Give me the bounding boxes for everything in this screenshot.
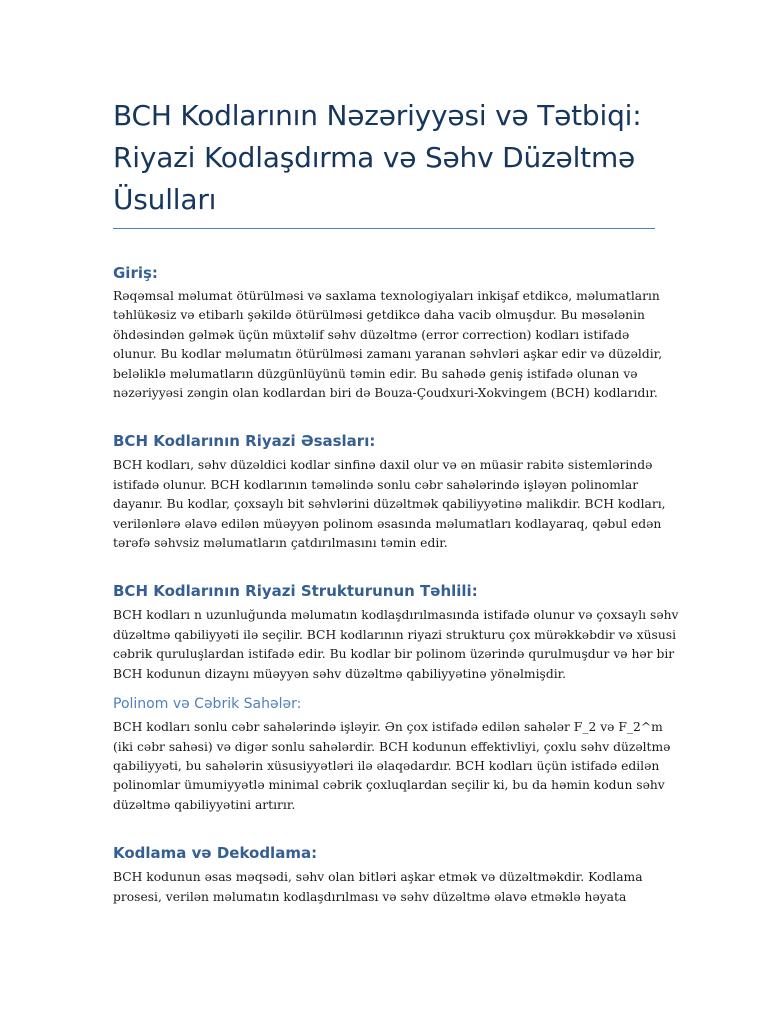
text-line: dayanır. Bu kodlar, çoxsaylı bit səhvlərini düzəltmək qabiliyyətinə malikdir. BCH kodları, xyxy=(113,497,666,512)
text-line: BCH kodları n uzunluğunda məlumatın kodlaşdırılmasında istifadə olunur və çoxsaylı səhv xyxy=(113,608,679,623)
coding-paragraph xyxy=(113,868,655,907)
text-line: Rəqəmsal məlumat ötürülməsi və saxlama texnologiyaları inkişaf etdikcə, məlumatların xyxy=(113,289,660,303)
text-line: təhlükəsiz və etibarlı şəkildə ötürülməsi getdikcə daha vacib olmuşdur. Bu məsələnin xyxy=(113,308,645,323)
title-line: Üsulları xyxy=(113,183,217,216)
text-line: beləliklə məlumatların düzgünlüyünü təmin edir. Bu sahədə geniş istifadə olunan və xyxy=(113,366,638,381)
text-line: verilənlərə əlavə edilən müəyyən polinom əsasında məlumatları kodlayaraq, qəbul edən xyxy=(113,516,662,531)
intro-paragraph xyxy=(113,287,663,403)
text-line: düzəltmə qabiliyyətini artırır. xyxy=(113,797,296,812)
text-line: (iki cəbr sahəsi) və digər sonlu sahələrdir. BCH kodunun effektivliyi, çoxlu səhv düzəltmə xyxy=(113,739,671,754)
text-line: qabiliyyəti, bu sahələrin xüsusiyyətləri ilə əlaqədardır. BCH kodları üçün istifadə edilən xyxy=(113,758,660,773)
basics-paragraph xyxy=(113,456,666,553)
text-line: tərəfə səhvsiz məlumatların çatdırılmasını təmin edir. xyxy=(113,536,448,551)
text-line: nəzəriyyəsi zəngin olan kodlardan biri də Bouza-Çoudxuri-Xokvingem (BCH) kodlarıdır. xyxy=(113,386,658,401)
text-line: BCH kodunun əsas məqsədi, səhv olan bitləri aşkar etmək və düzəltməkdir. Kodlama xyxy=(113,870,643,885)
basics-heading: BCH Kodlarının Riyazi Əsasları: xyxy=(113,432,376,451)
title-line: BCH Kodlarının Nəzəriyyəsi və Tətbiqi: xyxy=(113,99,642,132)
text-line: polinomlar ümumiyyətlə minimal cəbrik çoxluqlardan seçilir ki, bu da həmin kodun səhv xyxy=(113,778,665,793)
fields-paragraph xyxy=(113,718,671,815)
text-line: öhdəsindən gəlmək üçün müxtəlif səhv düzəltmə (error correction) kodları istifadə xyxy=(113,327,630,342)
title-underline xyxy=(113,228,655,229)
document-title xyxy=(113,95,655,221)
text-line: BCH kodları sonlu cəbr sahələrində işləyir. Ən çox istifadə edilən sahələr F_2 və F_2^m xyxy=(113,720,663,735)
text-line: düzəltmə qabiliyyəti ilə seçilir. BCH kodlarının riyazi strukturu çox mürəkkəbdir və xüsusi xyxy=(113,627,677,642)
text-line: BCH kodları, səhv düzəldici kodlar sinfinə daxil olur və ən müasir rabitə sistemlərində xyxy=(113,458,653,473)
intro-heading: Giriş: xyxy=(113,264,158,282)
title-line: Riyazi Kodlaşdırma və Səhv Düzəltmə xyxy=(113,141,636,174)
structure-heading: BCH Kodlarının Riyazi Strukturunun Təhlili: xyxy=(113,582,478,601)
coding-heading: Kodlama və Dekodlama: xyxy=(113,844,318,863)
text-line: olunur. Bu kodlar məlumatın ötürülməsi zamanı yaranan səhvləri aşkar edir və düzəldir, xyxy=(113,347,663,362)
text-line: cəbrik quruluşlardan istifadə edir. Bu kodlar bir polinom üzərində qurulmuşdur və hər bir xyxy=(113,647,675,662)
text-line: istifadə olunur. BCH kodlarının təməlində sonlu cəbr sahələrində işləyən polinomlar xyxy=(113,477,639,492)
structure-paragraph xyxy=(113,606,679,684)
text-line: BCH kodunun dizaynı müəyyən səhv düzəltmə qabiliyyətinə yönəlmişdir. xyxy=(113,666,567,681)
document-page xyxy=(113,95,679,907)
text-line: prosesi, verilən məlumatın kodlaşdırılması və səhv düzəltmə əlavə etməklə həyata xyxy=(113,889,627,904)
fields-subheading: Polinom və Cəbrik Sahələr: xyxy=(113,696,302,713)
